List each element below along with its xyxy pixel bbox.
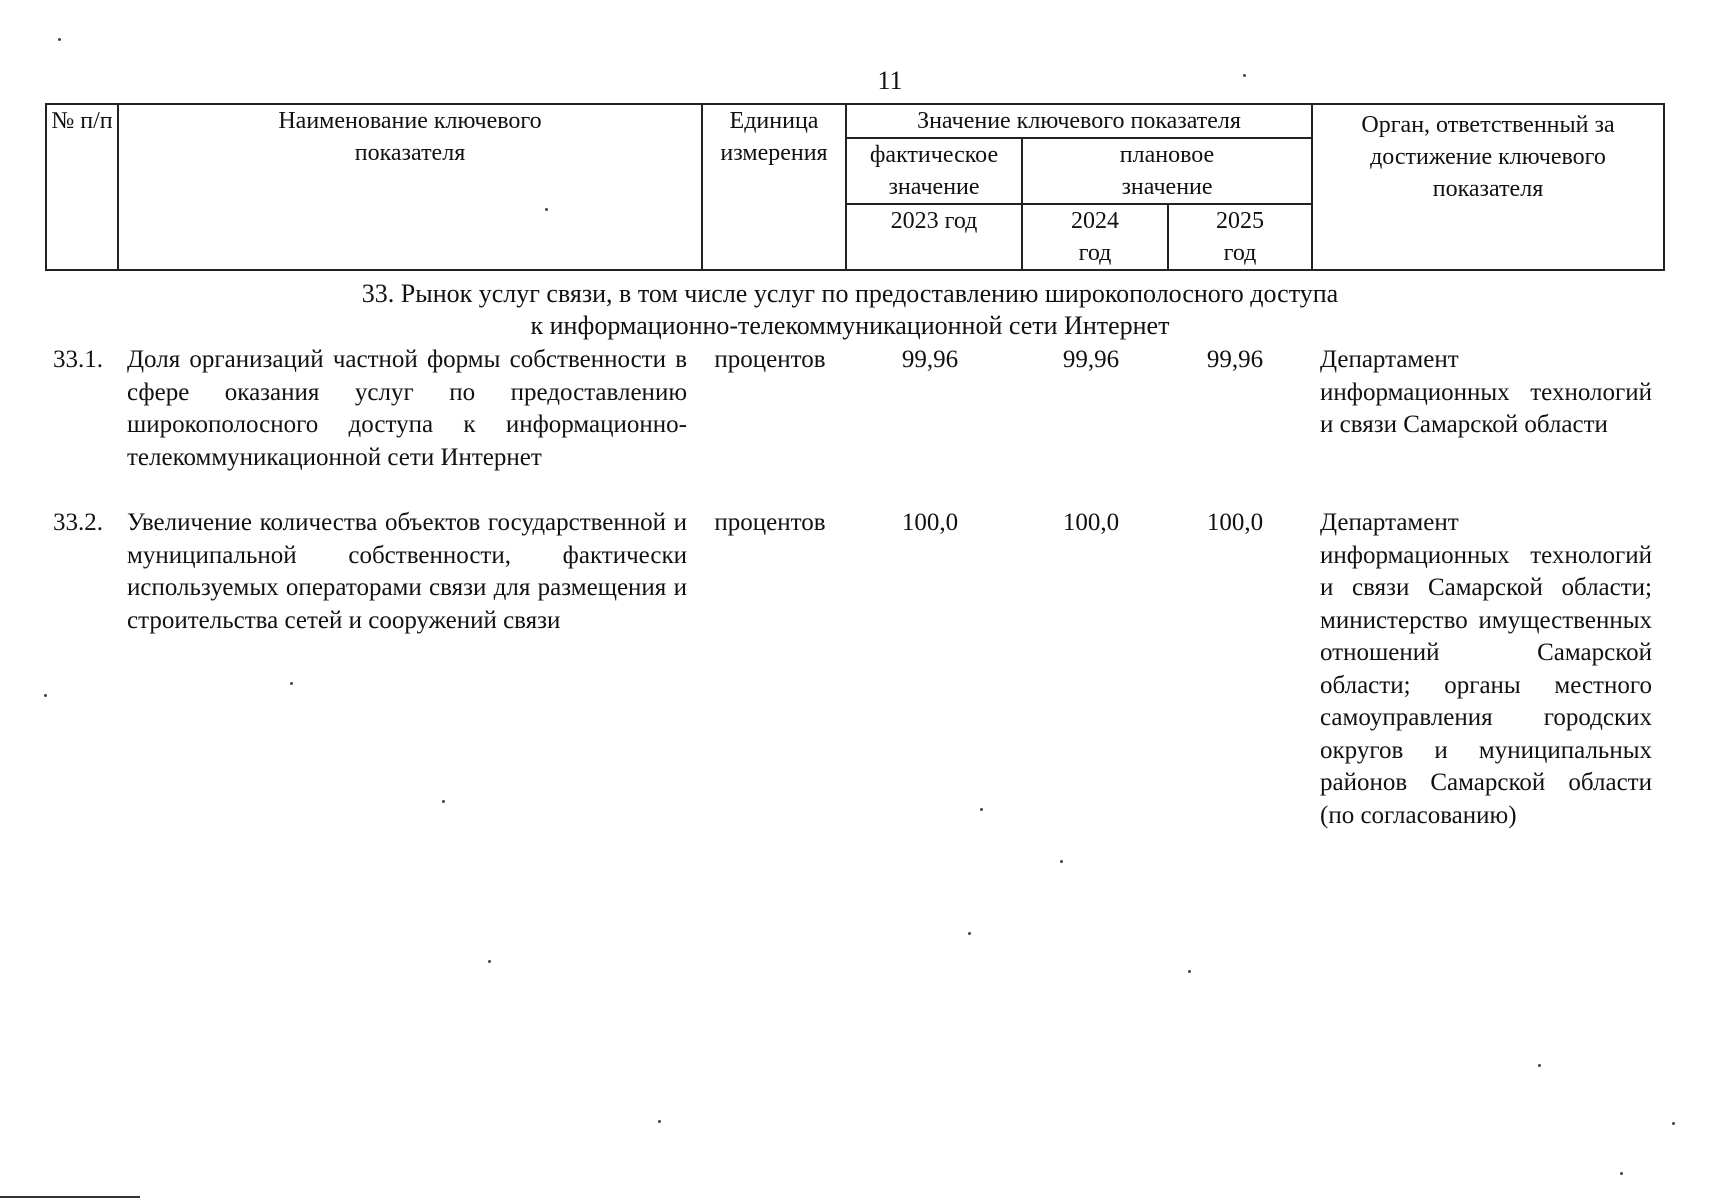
- indicator-name: Доля организаций частной формы собственности в сфере оказания услуг по предоставлению широкополосного доступа к информационно-телекоммуникационной сети Интернет: [127, 346, 687, 471]
- responsible-organ: Департамент информационных технологий и связи Самарской области: [1320, 346, 1652, 438]
- section-title-line-2: к информационно-телекоммуникационной сети Интернет: [530, 311, 1170, 340]
- scan-speck: [1620, 1172, 1623, 1175]
- scan-speck: [1243, 74, 1246, 77]
- scan-speck: [442, 800, 445, 803]
- scan-speck: [44, 694, 47, 697]
- page-number: 11: [877, 66, 903, 95]
- value-2025: 99,96: [1206, 346, 1264, 373]
- scan-speck: [545, 208, 548, 211]
- header-year-2024: 2024 год: [1022, 204, 1168, 270]
- header-value-group: Значение ключевого показателя: [846, 104, 1312, 138]
- indicator-name: Увеличение количества объектов государственной и муниципальной собственности, фактически используемых операторами связи для размещения и строительства сетей и сооружений связи: [127, 509, 687, 634]
- value-2023: 100,0: [901, 509, 959, 536]
- scan-speck: [658, 1120, 661, 1123]
- header-name: Наименование ключевого показателя: [118, 104, 702, 270]
- scan-speck: [980, 808, 983, 811]
- indicator-table-header: [45, 103, 1665, 271]
- value-2025: 100,0: [1206, 509, 1264, 536]
- value-2024: 100,0: [1062, 509, 1120, 536]
- row-number: 33.2.: [53, 509, 103, 536]
- row-number: 33.1.: [53, 346, 103, 373]
- value-2023: 99,96: [901, 346, 959, 373]
- header-year-2025: 2025 год: [1168, 204, 1312, 270]
- responsible-organ: Департамент информационных технологий и связи Самарской области; министерство имущественных отношений Самарской области; органы местного самоуправления городских округов и муниципальных районов Самарской области (по согласованию): [1320, 509, 1652, 829]
- unit-of-measure: процентов: [714, 346, 826, 373]
- section-title-line-1: 33. Рынок услуг связи, в том числе услуг по предоставлению широкополосного доступа: [361, 279, 1339, 308]
- scan-speck: [58, 38, 61, 41]
- scan-speck: [1188, 970, 1191, 973]
- scan-speck: [1060, 860, 1063, 863]
- scan-speck: [968, 932, 971, 935]
- scan-speck: [488, 960, 491, 963]
- header-organ: Орган, ответственный за достижение ключевого показателя: [1312, 104, 1664, 270]
- header-actual: фактическое значение: [846, 138, 1022, 204]
- scan-speck: [1672, 1122, 1675, 1125]
- header-year-2023: 2023 год: [846, 204, 1022, 270]
- scan-speck: [290, 682, 293, 685]
- value-2024: 99,96: [1062, 346, 1120, 373]
- header-num: № п/п: [46, 104, 118, 270]
- header-planned: плановое значение: [1022, 138, 1312, 204]
- scan-edge-line: [0, 1196, 140, 1198]
- scan-speck: [1538, 1064, 1541, 1067]
- unit-of-measure: процентов: [714, 509, 826, 536]
- header-unit: Единица измерения: [702, 104, 846, 270]
- section-title: [0, 278, 1700, 342]
